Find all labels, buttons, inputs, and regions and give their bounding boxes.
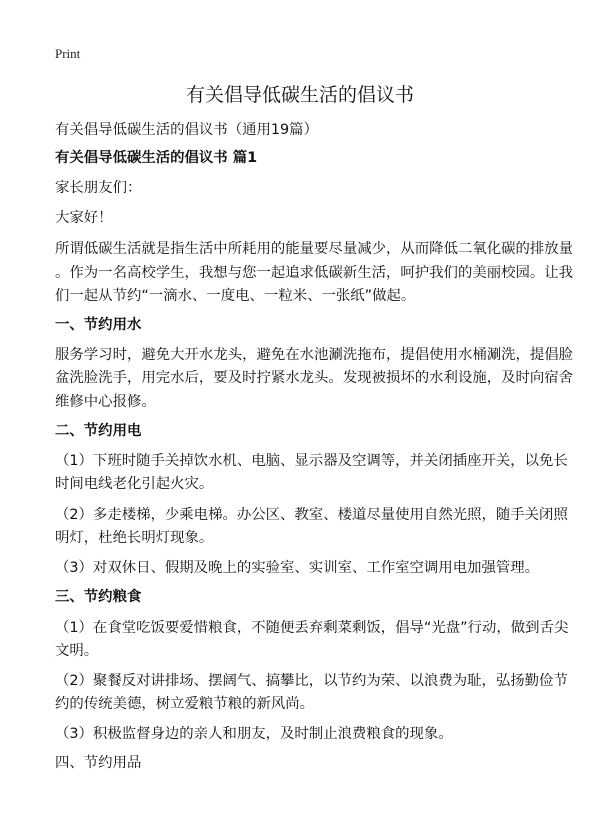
food-item: 约的传统美德，树立爱粮节粮的新风尚。 — [55, 696, 315, 712]
intro-line: 所谓低碳生活就是指生活中所耗用的能量要尽量减少，从而降低二氧化碳的排放量 — [55, 241, 574, 257]
water-line: 服务学习时，避免大开水龙头，避免在水池涮洗拖布，提倡使用水桶涮洗，提倡脸 — [55, 347, 574, 363]
supplies-heading: 四、节约用品 — [55, 755, 142, 771]
hello: 大家好！ — [55, 210, 113, 226]
power-item: 时间电线老化引起火灾。 — [55, 476, 214, 492]
food-item: 文明。 — [55, 643, 99, 659]
section-heading: 有关倡导低碳生活的倡议书 篇1 — [55, 150, 258, 166]
intro-line: 们一起从节约“一滴水、一度电、一粒米、一张纸”做起。 — [55, 288, 416, 304]
power-item: （3）对双休日、假期及晚上的实验室、实训室、工作室空调用电加强管理。 — [55, 560, 540, 576]
power-heading: 二、节约用电 — [55, 423, 142, 439]
print-link[interactable]: Print — [55, 46, 81, 61]
water-line: 盆洗脸洗手，用完水后，要及时拧紧水龙头。发现被损坏的水利设施，及时向宿舍 — [55, 370, 574, 386]
intro-line: 。作为一名高校学生，我想与您一起追求低碳新生活，呵护我们的美丽校园。让我 — [55, 265, 574, 281]
water-line: 维修中心报修。 — [55, 394, 156, 410]
greeting: 家长朋友们： — [55, 180, 142, 196]
power-item: （2）多走楼梯，少乘电梯。办公区、教室、楼道尽量使用自然光照，随手关闭照 — [55, 507, 568, 523]
subtitle: 有关倡导低碳生活的倡议书（通用19篇） — [55, 122, 318, 138]
power-item: 明灯，杜绝长明灯现象。 — [55, 530, 214, 546]
food-item: （3）积极监督身边的亲人和朋友，及时制止浪费粮食的现象。 — [55, 726, 453, 742]
document-title: 有关倡导低碳生活的倡议书 — [185, 84, 414, 106]
food-item: （2）聚餐反对讲排场、摆阔气、搞攀比，以节约为荣、以浪费为耻，弘扬勤俭节 — [55, 673, 568, 689]
power-item: （1）下班时随手关掉饮水机、电脑、显示器及空调等，并关闭插座开关，以免长 — [55, 453, 568, 469]
food-heading: 三、节约粮食 — [55, 589, 142, 605]
food-item: （1）在食堂吃饭要爱惜粮食，不随便丢弃剩菜剩饭，倡导“光盘”行动，做到舌尖 — [55, 620, 569, 636]
water-heading: 一、节约用水 — [55, 317, 142, 333]
